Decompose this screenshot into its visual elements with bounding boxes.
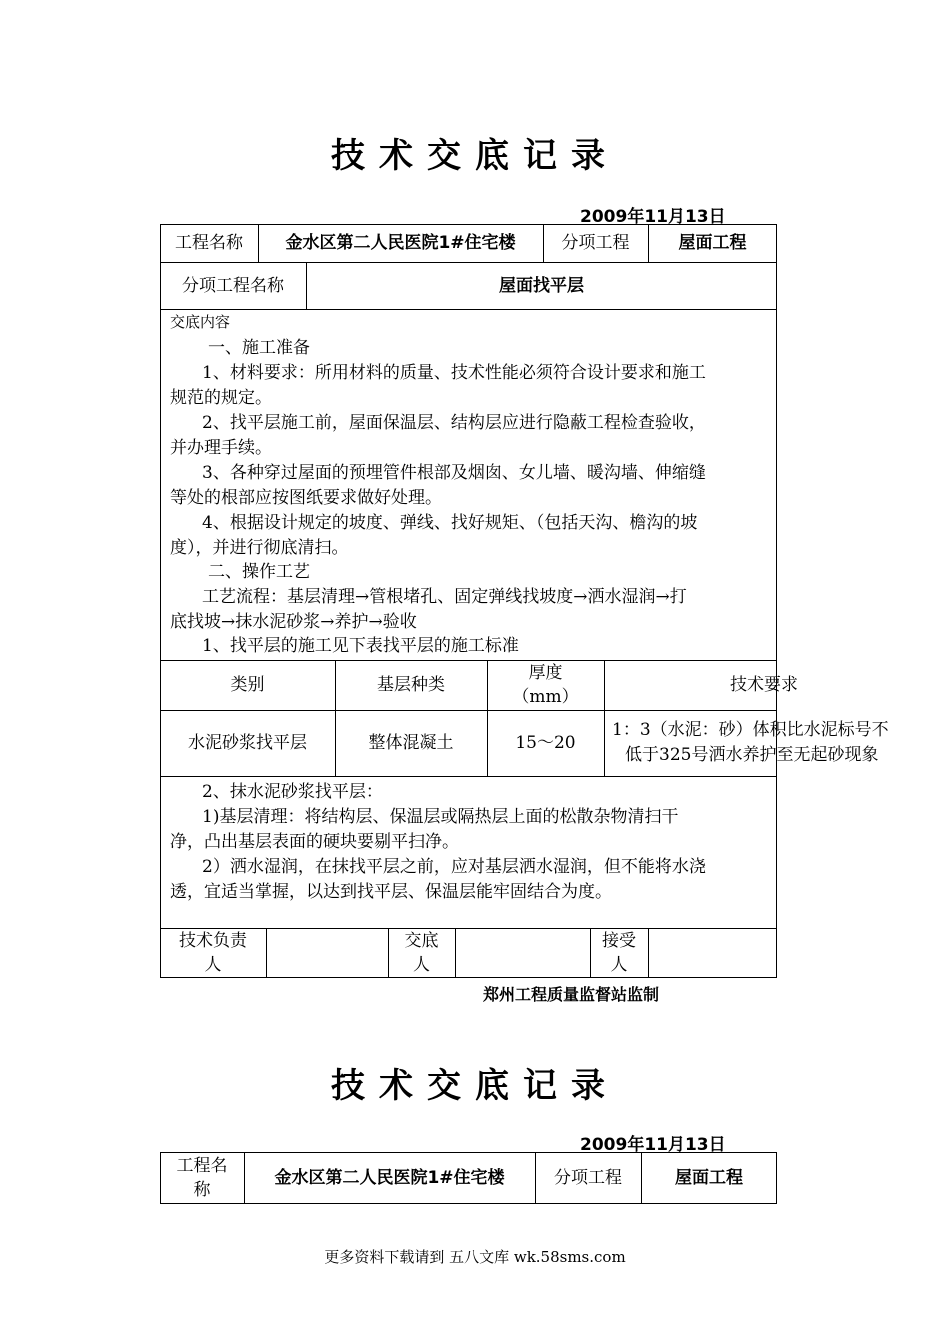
row-thickness: 15～20: [515, 733, 576, 753]
receiver-label-line: 接受: [602, 931, 636, 951]
project-name-label: 工程名称: [175, 233, 243, 253]
row-tech-req-line: 1：3（水泥：砂）体积比水泥标号不: [612, 720, 889, 740]
subproject-label-2: 分项工程: [554, 1168, 622, 1188]
col-header-tech-req: 技术要求: [730, 675, 798, 695]
record-date-2: 2009年11月13日: [580, 1135, 726, 1155]
discloser-label-line: 交底: [404, 931, 439, 951]
row-tech-req-line: 低于325号洒水养护至无起砂现象: [625, 745, 879, 765]
row-category: 水泥砂浆找平层: [188, 733, 307, 753]
project-name-value-2: 金水区第二人民医院1#住宅楼: [274, 1168, 505, 1188]
content-line: 度），并进行彻底清扫。: [170, 538, 349, 558]
discloser-label-line: 人: [413, 955, 430, 975]
content-line: 3、各种穿过屋面的预埋管件根部及烟囱、女儿墙、暖沟墙、伸缩缝: [202, 463, 706, 483]
project-name-label-line: 工程名: [176, 1156, 228, 1176]
content-label: 交底内容: [170, 313, 231, 331]
footer-link[interactable]: 更多资料下载请到 五八文库 wk.58sms.com: [324, 1248, 626, 1266]
receiver-label-line: 人: [610, 955, 628, 975]
content-line: 规范的规定。: [170, 388, 272, 408]
subproject-value-2: 屋面工程: [675, 1168, 743, 1188]
discloser-label: [388, 928, 455, 978]
page-title-2: 技术交底记录: [331, 1066, 619, 1106]
thickness-unit: （mm）: [512, 687, 579, 707]
content-line: 4、根据设计规定的坡度、弹线、找好规矩、（包括天沟、檐沟的坡: [202, 513, 698, 533]
project-name-value: 金水区第二人民医院1#住宅楼: [285, 233, 516, 253]
content-line: 1)基层清理：将结构层、保温层或隔热层上面的松散杂物清扫干: [202, 807, 679, 827]
content-line: 等处的根部应按图纸要求做好处理。: [170, 488, 442, 508]
tech-lead-label-line: 技术负责: [179, 931, 247, 951]
content-line: 1、找平层的施工见下表找平层的施工标准: [202, 636, 519, 656]
content-line: 并办理手续。: [170, 438, 272, 458]
record-table-2: [160, 1152, 777, 1204]
content-line: 一、施工准备: [208, 338, 310, 358]
content-line: 底找坡→抹水泥砂浆→养护→验收: [170, 612, 417, 632]
subproject-name-label: 分项工程名称: [182, 275, 284, 296]
row-base-type: 整体混凝土: [368, 733, 454, 753]
supervisor-note: 郑州工程质量监督站监制: [483, 985, 660, 1004]
content-line: 1、材料要求：所用材料的质量、技术性能必须符合设计要求和施工: [202, 363, 706, 383]
col-header-thickness: [487, 660, 604, 710]
content-line: 2）洒水湿润，在抹找平层之前，应对基层洒水湿润，但不能将水浇: [202, 857, 706, 877]
content-line: 透，宜适当掌握，以达到找平层、保温层能牢固结合为度。: [170, 882, 612, 902]
subproject-label: 分项工程: [561, 233, 630, 253]
col-header-base-type: 基层种类: [377, 675, 445, 695]
content-line: 二、操作工艺: [208, 562, 310, 582]
page-title: 技术交底记录: [331, 136, 619, 176]
receiver-label: [590, 928, 648, 978]
subproject-name-value: 屋面找平层: [499, 275, 584, 296]
col-header-category: 类别: [230, 675, 265, 695]
project-name-label-line: 称: [193, 1180, 211, 1200]
tech-lead-label-line: 人: [204, 955, 222, 975]
content-line: 2、抹水泥砂浆找平层：: [202, 782, 383, 802]
record-date: 2009年11月13日: [580, 207, 726, 227]
record-table: [160, 224, 889, 978]
content-line: 工艺流程：基层清理→管根堵孔、固定弹线找坡度→洒水湿润→打: [202, 587, 687, 607]
project-name-label-2: [160, 1152, 244, 1204]
content-line: 净，凸出基层表面的硬块要剔平扫净。: [170, 832, 459, 852]
subproject-value: 屋面工程: [678, 233, 747, 253]
tech-lead-label: [160, 928, 266, 978]
content-line: 2、找平层施工前，屋面保温层、结构层应进行隐蔽工程检查验收，: [202, 413, 706, 433]
thickness-label: 厚度: [528, 663, 563, 683]
